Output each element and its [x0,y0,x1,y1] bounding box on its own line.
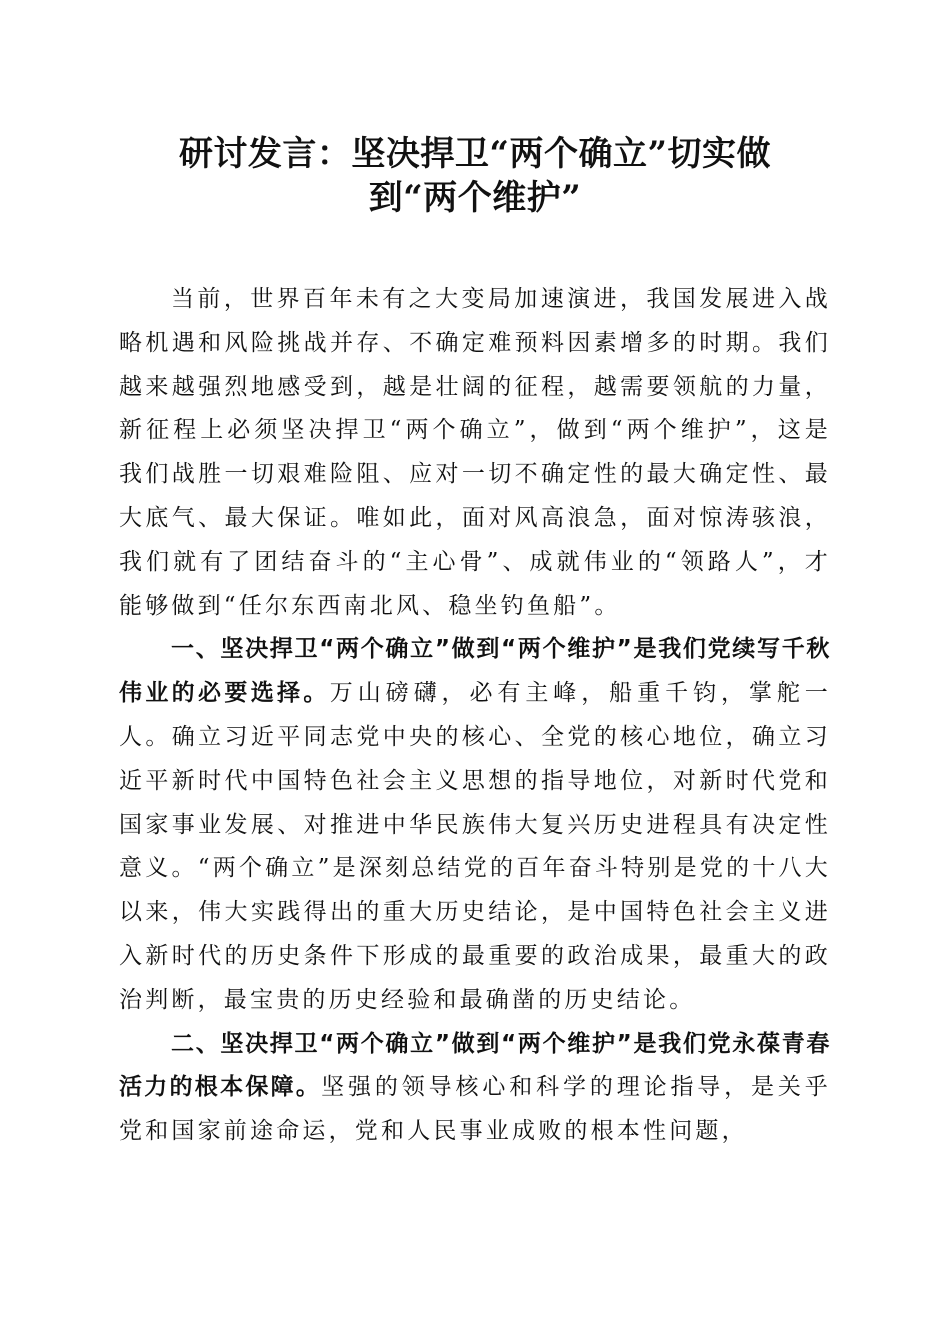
paragraph-text: 万山磅礴，必有主峰，船重千钧，掌舵一人。确立习近平同志党中央的核心、全党的核心地位，确立习近平新时代中国特色社会主义思想的指导地位，对新时代党和国家事业发展、对推进中华民族伟大复兴历史进程具有决定性意义。“两个确立”是深刻总结党的百年奋斗特别是党的十八大以来，伟大实践得出的重大历史结论，是中国特色社会主义进入新时代的历史条件下形成的最重要的政治成果，最重大的政治判断，最宝贵的历史经验和最确凿的历史结论。 [119,680,831,1013]
section-heading-1: 一、坚决捍卫“两个确立”做到“两个维护”是我们党续写千秋伟业的必要选择。 [119,636,831,707]
title-line-2: 到“两个维护” [368,178,582,218]
paragraph-text: 当前，世界百年未有之大变局加速演进，我国发展进入战略机遇和风险挑战并存、不确定难预料因素增多的时期。我们越来越强烈地感受到，越是壮阔的征程，越需要领航的力量，新征程上必须坚决捍卫“两个确立”，做到“两个维护”，这是我们战胜一切艰难险阻、应对一切不确定性的最大确定性、最大底气、最大保证。唯如此，面对风高浪急，面对惊涛骇浪，我们就有了团结奋斗的“主心骨”、成就伟业的“领路人”，才能够做到“任尔东西南北风、稳坐钓鱼船”。 [119,286,831,619]
paragraph-section-2 [119,1023,831,1154]
document-body [119,278,831,1154]
document-title [100,132,850,220]
paragraph-section-1 [119,628,831,1022]
paragraph-text: 坚强的领导核心和科学的理论指导，是关乎党和国家前途命运，党和人民事业成败的根本性问题， [119,1074,831,1145]
title-line-1: 研讨发言：坚决捍卫“两个确立”切实做 [178,134,772,174]
paragraph-intro [119,278,831,628]
section-heading-2: 二、坚决捍卫“两个确立”做到“两个维护”是我们党永葆青春活力的根本保障。 [119,1030,831,1101]
